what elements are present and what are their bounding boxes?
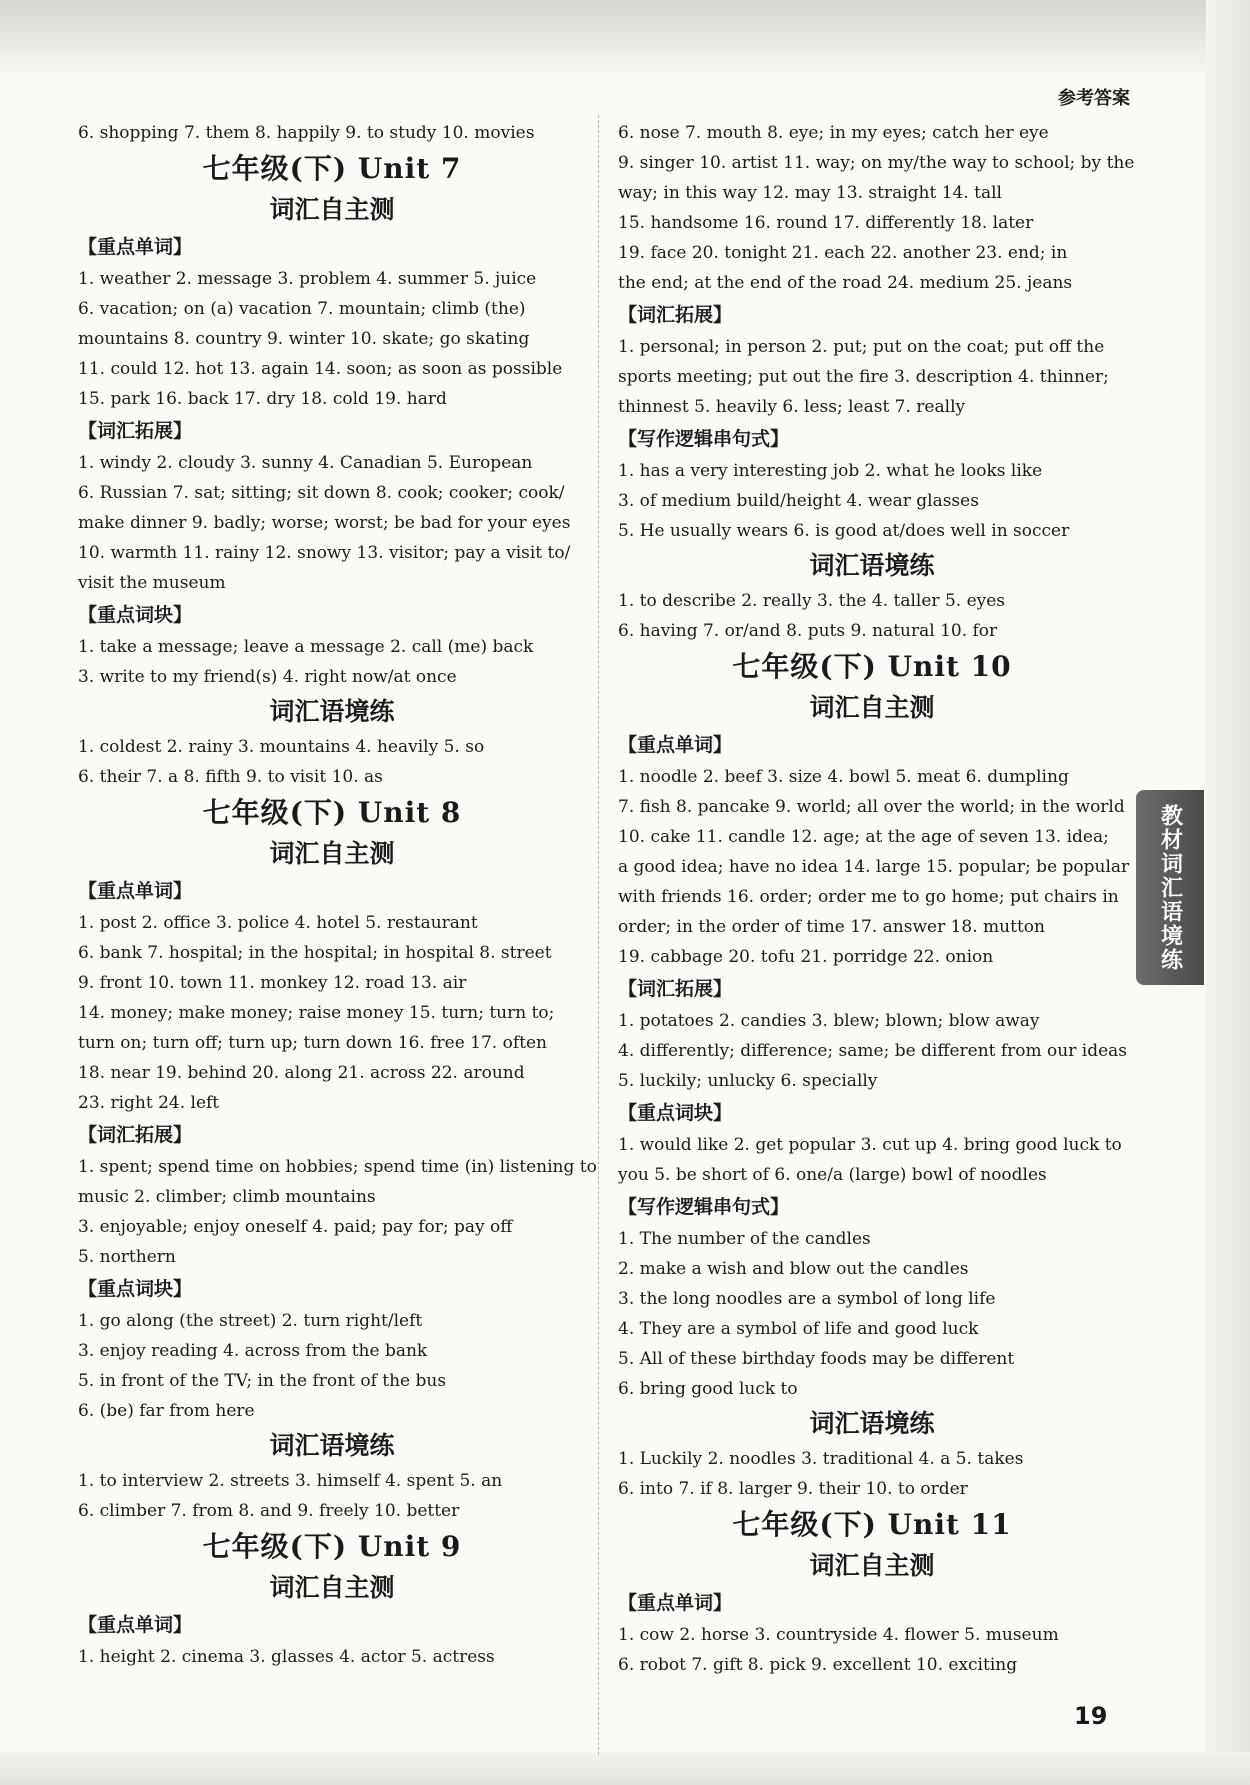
unit-title: 七年级(下) Unit 11 — [732, 1508, 1012, 1541]
answer-line: 3. enjoy reading 4. across from the bank — [78, 1341, 428, 1361]
answer-line: 6. nose 7. mouth 8. eye; in my eyes; catch her eye — [618, 123, 1049, 143]
answer-line: 19. face 20. tonight 21. each 22. another 23. end; in — [618, 243, 1068, 263]
answer-line: 6. bring good luck to — [618, 1379, 798, 1399]
answer-line: 19. cabbage 20. tofu 21. porridge 22. onion — [618, 947, 994, 967]
answer-line: 6. their 7. a 8. fifth 9. to visit 10. as — [78, 767, 383, 787]
page-edge — [1206, 0, 1250, 1785]
answer-line: order; in the order of time 17. answer 18. mutton — [618, 917, 1045, 937]
answer-line: 1. windy 2. cloudy 3. sunny 4. Canadian 5. European — [78, 453, 533, 473]
answer-line: 1. has a very interesting job 2. what he looks like — [618, 461, 1043, 481]
section-heading: 【词汇拓展】 — [78, 1124, 193, 1146]
section-heading: 【重点单词】 — [78, 236, 193, 258]
answer-line: 1. to interview 2. streets 3. himself 4. spent 5. an — [78, 1471, 503, 1491]
answer-line: with friends 16. order; order me to go home; put chairs in — [618, 887, 1119, 907]
answer-line: 1. noodle 2. beef 3. size 4. bowl 5. meat 6. dumpling — [618, 767, 1069, 787]
page-number: 19 — [1074, 1702, 1108, 1730]
section-heading: 【重点词块】 — [78, 1278, 193, 1300]
unit-title: 七年级(下) Unit 9 — [202, 1530, 462, 1563]
subsection-title: 词汇语境练 — [269, 697, 395, 726]
answer-line: 6. having 7. or/and 8. puts 9. natural 10. for — [618, 621, 998, 641]
answer-line: 4. differently; difference; same; be different from our ideas — [618, 1041, 1128, 1061]
answer-line: 1. go along (the street) 2. turn right/left — [78, 1311, 423, 1331]
answer-line: 2. make a wish and blow out the candles — [618, 1259, 969, 1279]
answer-line: 3. of medium build/height 4. wear glasses — [618, 491, 979, 511]
answer-line: a good idea; have no idea 14. large 15. popular; be popular — [618, 857, 1130, 877]
section-heading: 【重点单词】 — [618, 1592, 733, 1614]
answer-line: 6. into 7. if 8. larger 9. their 10. to order — [618, 1479, 968, 1499]
answer-line: 1. would like 2. get popular 3. cut up 4. bring good luck to — [618, 1135, 1122, 1155]
section-heading: 【词汇拓展】 — [618, 978, 733, 1000]
answer-line: 6. (be) far from here — [78, 1401, 255, 1421]
answer-line: 4. They are a symbol of life and good luck — [618, 1319, 979, 1339]
answer-line: 3. write to my friend(s) 4. right now/at once — [78, 667, 457, 687]
answer-line: 5. northern — [78, 1247, 176, 1267]
section-heading: 【重点词块】 — [618, 1102, 733, 1124]
answer-line: the end; at the end of the road 24. medium 25. jeans — [618, 273, 1073, 293]
unit-title: 七年级(下) Unit 10 — [732, 650, 1012, 683]
subsection-title: 词汇自主测 — [809, 693, 935, 722]
answer-line: 6. robot 7. gift 8. pick 9. excellent 10. exciting — [618, 1655, 1018, 1675]
side-tab: 教材词汇语境练 — [1136, 790, 1204, 985]
answer-line: 5. luckily; unlucky 6. specially — [618, 1071, 878, 1091]
answer-line: 6. climber 7. from 8. and 9. freely 10. better — [78, 1501, 460, 1521]
answer-line: visit the museum — [78, 573, 226, 593]
answer-line: thinnest 5. heavily 6. less; least 7. really — [618, 397, 966, 417]
section-heading: 【重点单词】 — [78, 1614, 193, 1636]
subsection-title: 词汇自主测 — [269, 195, 395, 224]
right-column — [618, 118, 1135, 1680]
answer-line: 1. The number of the candles — [618, 1229, 871, 1249]
column-divider — [598, 115, 599, 1755]
answer-line: 10. cake 11. candle 12. age; at the age of seven 13. idea; — [618, 827, 1109, 847]
header-label: 参考答案 — [1058, 88, 1130, 109]
section-heading: 【写作逻辑串句式】 — [618, 1196, 790, 1218]
section-heading: 【重点单词】 — [78, 880, 193, 902]
answer-line: 6. vacation; on (a) vacation 7. mountain; climb (the) — [78, 299, 526, 319]
answer-line: 14. money; make money; raise money 15. turn; turn to; — [78, 1003, 555, 1023]
section-heading: 【词汇拓展】 — [618, 304, 733, 326]
answer-line: 6. bank 7. hospital; in the hospital; in hospital 8. street — [78, 943, 552, 963]
answer-line: 1. potatoes 2. candies 3. blew; blown; blow away — [618, 1011, 1040, 1031]
bottom-scan-band — [0, 1752, 1250, 1785]
answer-line: music 2. climber; climb mountains — [78, 1187, 376, 1207]
unit-title: 七年级(下) Unit 7 — [202, 152, 462, 185]
answer-line: 1. personal; in person 2. put; put on the coat; put off the — [618, 337, 1105, 357]
answer-line: 1. take a message; leave a message 2. call (me) back — [78, 637, 534, 657]
answer-line: 1. to describe 2. really 3. the 4. taller 5. eyes — [618, 591, 1006, 611]
unit-title: 七年级(下) Unit 8 — [202, 796, 462, 829]
answer-line: 5. All of these birthday foods may be different — [618, 1349, 1015, 1369]
subsection-title: 词汇语境练 — [269, 1431, 395, 1460]
answer-line: 10. warmth 11. rainy 12. snowy 13. visitor; pay a visit to/ — [78, 543, 571, 563]
answer-line: 11. could 12. hot 13. again 14. soon; as soon as possible — [78, 359, 563, 379]
subsection-title: 词汇自主测 — [809, 1551, 935, 1580]
answer-line: 15. park 16. back 17. dry 18. cold 19. hard — [78, 389, 447, 409]
answer-line: 6. Russian 7. sat; sitting; sit down 8. cook; cooker; cook/ — [78, 483, 565, 503]
answer-line: 7. fish 8. pancake 9. world; all over the world; in the world — [618, 797, 1125, 817]
answer-line: 1. weather 2. message 3. problem 4. summer 5. juice — [78, 269, 537, 289]
answer-line: 3. the long noodles are a symbol of long life — [618, 1289, 996, 1309]
section-heading: 【词汇拓展】 — [78, 420, 193, 442]
answer-line: turn on; turn off; turn up; turn down 16. free 17. often — [78, 1033, 547, 1053]
answer-line: 1. Luckily 2. noodles 3. traditional 4. a 5. takes — [618, 1449, 1024, 1469]
answer-line: way; in this way 12. may 13. straight 14. tall — [618, 183, 1002, 203]
answer-line: 1. cow 2. horse 3. countryside 4. flower 5. museum — [618, 1625, 1059, 1645]
answer-line: 5. He usually wears 6. is good at/does well in soccer — [618, 521, 1070, 541]
answer-line: 1. coldest 2. rainy 3. mountains 4. heavily 5. so — [78, 737, 485, 757]
answer-line: 1. post 2. office 3. police 4. hotel 5. restaurant — [78, 913, 478, 933]
section-heading: 【重点词块】 — [78, 604, 193, 626]
subsection-title: 词汇自主测 — [269, 839, 395, 868]
answer-line: 5. in front of the TV; in the front of the bus — [78, 1371, 447, 1391]
answer-line: 18. near 19. behind 20. along 21. across 22. around — [78, 1063, 525, 1083]
subsection-title: 词汇自主测 — [269, 1573, 395, 1602]
answer-line: sports meeting; put out the fire 3. description 4. thinner; — [618, 367, 1109, 387]
answer-line: you 5. be short of 6. one/a (large) bowl of noodles — [618, 1165, 1047, 1185]
subsection-title: 词汇语境练 — [809, 1409, 935, 1438]
answer-line: 9. front 10. town 11. monkey 12. road 13. air — [78, 973, 467, 993]
left-column — [78, 118, 597, 1672]
answer-line: 15. handsome 16. round 17. differently 18. later — [618, 213, 1034, 233]
top-scan-band — [0, 0, 1250, 72]
answer-line: 1. spent; spend time on hobbies; spend time (in) listening to — [78, 1157, 597, 1177]
section-heading: 【重点单词】 — [618, 734, 733, 756]
answer-line: mountains 8. country 9. winter 10. skate; go skating — [78, 329, 530, 349]
answer-line: 6. shopping 7. them 8. happily 9. to study 10. movies — [78, 123, 535, 143]
answer-line: 23. right 24. left — [78, 1093, 220, 1113]
subsection-title: 词汇语境练 — [809, 551, 935, 580]
answer-line: make dinner 9. badly; worse; worst; be bad for your eyes — [78, 513, 571, 533]
answer-line: 9. singer 10. artist 11. way; on my/the way to school; by the — [618, 153, 1135, 173]
answer-line: 1. height 2. cinema 3. glasses 4. actor 5. actress — [78, 1647, 495, 1667]
answer-line: 3. enjoyable; enjoy oneself 4. paid; pay for; pay off — [78, 1217, 513, 1237]
section-heading: 【写作逻辑串句式】 — [618, 428, 790, 450]
